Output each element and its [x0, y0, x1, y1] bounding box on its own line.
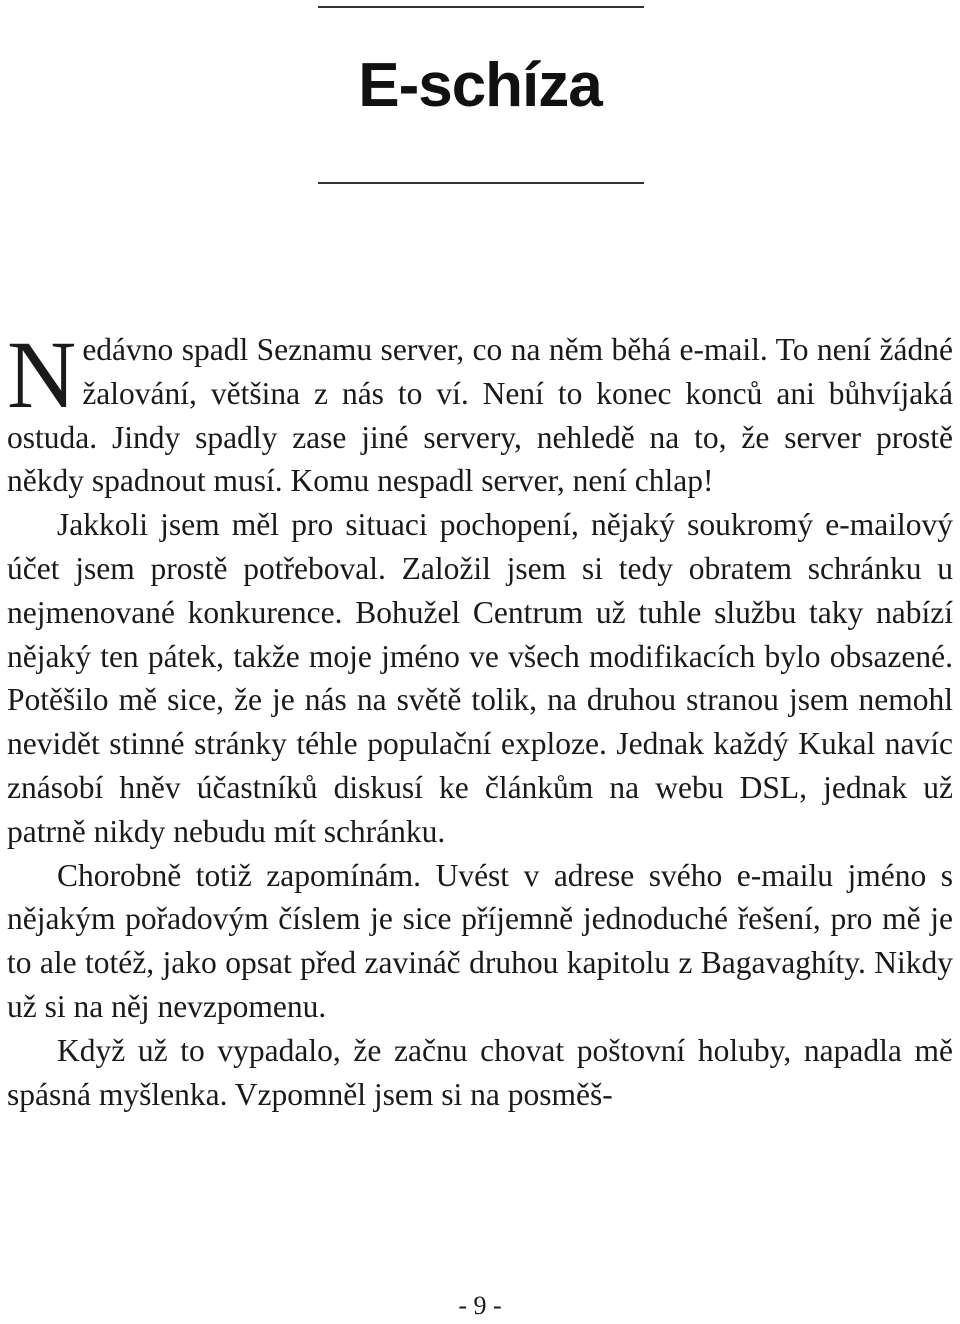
paragraph-1-text: edávno spadl Seznamu server, co na něm běhá e-mail. To není žádné žalování, většina z nás to ví. Není to konec konců ani bůhvíjaká ostuda. Jindy spadly zase jiné servery, nehledě na to, že server prostě někdy spadnout musí. Komu nespadl server, není chlap!: [7, 332, 953, 499]
top-rule: [318, 6, 644, 8]
chapter-body: [7, 321, 953, 1116]
drop-cap-letter: N: [7, 321, 77, 428]
paragraph-1: [7, 321, 953, 503]
title-underline-rule: [318, 182, 644, 184]
paragraph-3: Chorobně totiž zapomínám. Uvést v adrese svého e-mailu jméno s nějakým pořadovým číslem je sice příjemně jednoduché řešení, pro mě je to ale totéž, jako opsat před zavináč druhou kapitolu z Bagavaghíty. Nikdy už si na něj nevzpomenu.: [7, 857, 953, 1024]
page-number: - 9 -: [458, 1291, 502, 1320]
chapter-title: E-schíza: [358, 51, 602, 120]
paragraph-4: Když už to vypadalo, že začnu chovat poštovní holuby, napadla mě spásná myšlenka. Vzpomněl jsem si na posměš-: [7, 1032, 953, 1112]
paragraph-2: Jakkoli jsem měl pro situaci pochopení, nějaký soukromý e-mailový účet jsem prostě potřeboval. Založil jsem si tedy obratem schránku u nejmenované konkurence. Bohužel Centrum už tuhle službu taky nabízí nějaký ten pátek, takže moje jméno ve všech modifikacích bylo obsazené. Potěšilo mě sice, že je nás na světě tolik, na druhou stranou jsem nemohl nevidět stinné stránky téhle populační exploze. Jednak každý Kukal navíc znásobí hněv účastníků diskusí ke článkům na webu DSL, jednak už patrně nikdy nebudu mít schránku.: [7, 507, 953, 849]
